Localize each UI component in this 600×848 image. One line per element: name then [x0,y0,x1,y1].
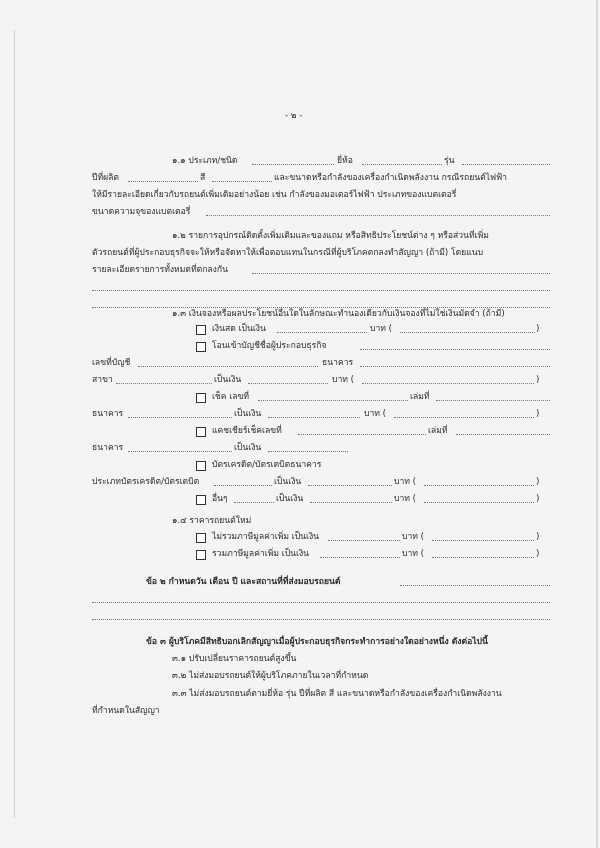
clause3-item2: ๓.๒ ไม่ส่งมอบรถยนต์ให้ผู้บริโภคภายในเวลาที่กำหนด [172,671,369,681]
incl-vat-baht: บาท ( [402,549,425,559]
cashier-amount-label: เป็นเงิน [234,443,262,453]
cheque-checkbox[interactable] [196,393,206,403]
accessories-fill-line-2 [92,290,550,291]
transfer-bank-line [360,366,550,367]
page-right-edge [596,0,598,848]
s11-type-label: ๑.๑ ประเภท/ชนิด [172,156,238,166]
clause2-fill-line-1 [400,585,550,586]
excl-vat-close: ) [536,532,540,542]
model-fill-line [462,164,550,165]
other-words-line [424,502,534,503]
cashier-cheque-book-label: เล่มที่ [428,426,448,436]
other-baht: บาท ( [394,494,417,504]
clause2-fill-line-2 [92,602,550,603]
cheque-label: เช็ค เลขที่ [212,392,249,402]
other-desc-line [234,502,274,503]
cashier-bank-line [128,451,232,452]
card-label: บัตรเครดิต/บัตรเดบิตธนาคาร [212,460,322,470]
clause3-item3-cont: ที่กำหนดในสัญญา [92,706,160,716]
card-checkbox[interactable] [196,461,206,471]
cheque-amount-label: เป็นเงิน [234,409,262,419]
other-close: ) [536,494,540,504]
excl-vat-baht: บาท ( [402,532,425,542]
cheque-book-line [436,400,550,401]
incl-vat-words-line [432,557,534,558]
clause3-heading: ข้อ ๓ ผู้บริโภคมีสิทธิบอกเลิกสัญญาเมื่อผู้ประกอบธุรกิจกระทำการอย่างใดอย่างหนึ่ง ดังต่อไปนี้ [146,637,488,647]
card-type-line [214,485,272,486]
page-left-edge [14,30,15,818]
account-no-line [138,366,318,367]
transfer-close: ) [536,375,540,385]
other-amount-line [310,502,392,503]
cash-amount-line [277,332,367,333]
transfer-amount-line [248,383,328,384]
cashier-cheque-book-line [456,434,550,435]
s11-model-label: รุ่น [444,156,455,166]
s11-battery-label: ขนาดความจุของแบตเตอรี่ [92,207,191,217]
cheque-baht: บาท ( [364,409,387,419]
transfer-words-line [362,383,534,384]
incl-vat-label: รวมภาษีมูลค่าเพิ่ม เป็นเงิน [212,549,310,559]
cheque-close: ) [536,409,540,419]
incl-vat-close: ) [536,549,540,559]
accessories-fill-line-1 [252,273,550,274]
s12-line3: รายละเอียดรายการทั้งหมดที่ตกลงกัน [92,265,228,275]
other-amount-label: เป็นเงิน [276,494,304,504]
transfer-checkbox[interactable] [196,342,206,352]
clause2-heading: ข้อ ๒ กำหนดวัน เดือน ปี และสถานที่ที่ส่งมอบรถยนต์ [146,577,341,587]
cheque-no-line [258,400,408,401]
cash-baht: บาท ( [370,324,393,334]
cashier-cheque-label: แคชเชียร์เช็คเลขที่ [212,426,282,436]
battery-fill-line [206,215,550,216]
s14-title: ๑.๔ ราคารถยนต์ใหม่ [172,516,252,526]
cash-words-line [400,332,535,333]
transfer-bank-label: ธนาคาร [322,358,354,368]
clause2-fill-line-3 [92,619,550,620]
card-type-label: ประเภทบัตรเครดิต/บัตรเดบิต [92,477,200,487]
page-number: - ๒ - [285,111,303,121]
cheque-bank-line [128,417,232,418]
other-label: อื่นๆ [212,494,228,504]
transfer-baht: บาท ( [332,375,355,385]
other-checkbox[interactable] [196,495,206,505]
year-fill-line [128,181,198,182]
cheque-words-line [394,417,534,418]
account-no-label: เลขที่บัญชี [92,358,131,368]
card-baht: บาท ( [394,477,417,487]
excl-vat-words-line [432,540,534,541]
cheque-bank-label: ธนาคาร [92,409,124,419]
cashier-amount-line [268,451,348,452]
s12-line1: ๑.๒ รายการอุปกรณ์ติดตั้งเพิ่มเติมและของแถม หรือสิทธิประโยชน์ต่าง ๆ หรือส่วนที่เพิ่ม [172,231,489,241]
s12-line2: ตัวรถยนต์ที่ผู้ประกอบธุรกิจจะให้หรือจัดหาให้เพื่อตอบแทนในกรณีที่ผู้บริโภคตกลงทำสัญญา (ถ้ามี) โดยแนบ [92,248,484,258]
excl-vat-checkbox[interactable] [196,533,206,543]
clause3-item3: ๓.๓ ไม่ส่งมอบรถยนต์ตามยี่ห้อ รุ่น ปีที่ผลิต สี และขนาดหรือกำลังของเครื่องกำเนิดพลังงาน [172,689,502,699]
cashier-cheque-checkbox[interactable] [196,427,206,437]
cheque-amount-line [268,417,360,418]
card-words-line [424,485,534,486]
cash-close: ) [536,324,540,334]
incl-vat-checkbox[interactable] [196,550,206,560]
s11-color-label: สี [200,173,206,183]
card-amount-line [308,485,392,486]
excl-vat-label: ไม่รวมภาษีมูลค่าเพิ่ม เป็นเงิน [212,532,320,542]
brand-fill-line [362,164,442,165]
clause3-item1: ๓.๑ ปรับเปลี่ยนราคารถยนต์สูงขึ้น [172,654,297,664]
transfer-amount-label: เป็นเงิน [214,375,242,385]
card-amount-label: เป็นเงิน [274,477,302,487]
s13-title: ๑.๓ เงินจองหรือผลประโยชน์อื่นใดในลักษณะทำนองเดียวกับเงินจองที่ไม่ใช่เงินมัดจำ (ถ้ามี) [172,309,505,319]
s11-brand-label: ยี่ห้อ [337,156,353,166]
branch-line [116,383,212,384]
card-close: ) [536,477,540,487]
excl-vat-amount-line [328,540,400,541]
transfer-name-line [360,349,550,350]
color-fill-line [212,181,272,182]
transfer-label: โอนเข้าบัญชีชื่อผู้ประกอบธุรกิจ [212,341,327,351]
cashier-cheque-no-line [298,434,426,435]
cash-label: เงินสด เป็นเงิน [212,324,266,334]
cashier-bank-label: ธนาคาร [92,443,124,453]
incl-vat-amount-line [320,557,400,558]
s11-ev-text: ให้มีรายละเอียดเกี่ยวกับรถยนต์เพิ่มเติมอย่างน้อย เช่น กำลังของมอเตอร์ไฟฟ้า ประเภทของแบตเตอรี่ [92,190,457,200]
s11-year-label: ปีที่ผลิต [92,173,120,183]
cash-checkbox[interactable] [196,325,206,335]
branch-label: สาขา [92,375,113,385]
type-fill-line [252,164,334,165]
cheque-book-label: เล่มที่ [410,392,430,402]
s11-engine-label: และขนาดหรือกำลังของเครื่องกำเนิดพลังงาน กรณีรถยนต์ไฟฟ้า [274,173,507,183]
